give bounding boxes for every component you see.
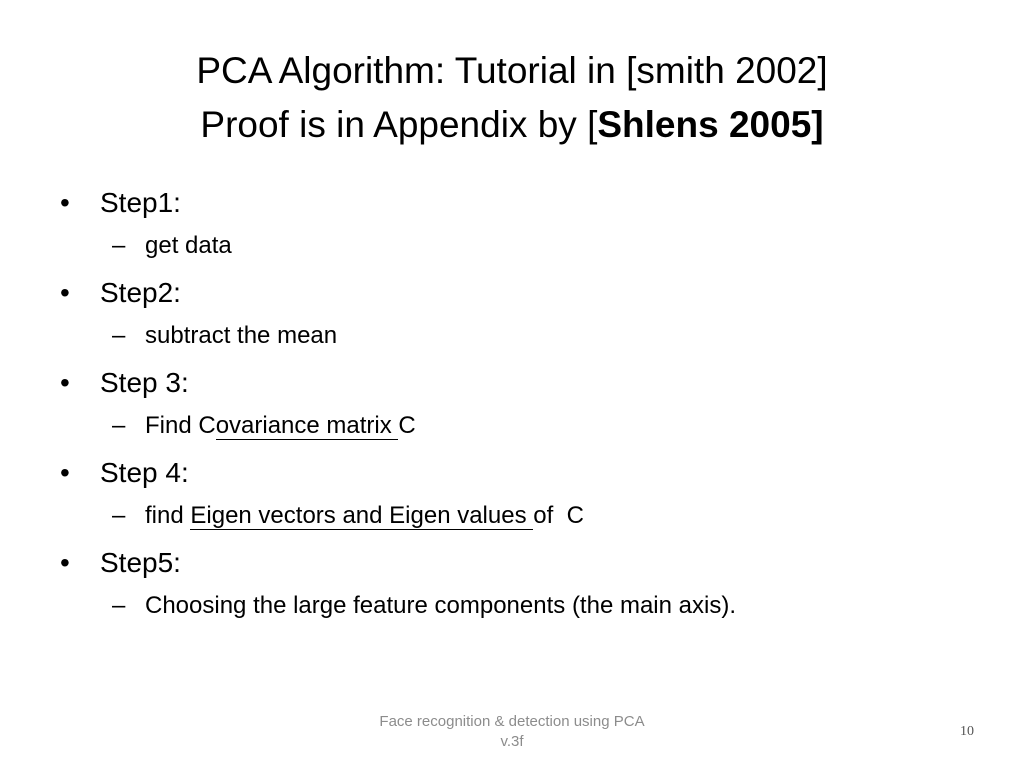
title-line-2 bbox=[60, 98, 964, 152]
step-detail bbox=[112, 409, 416, 443]
title-line-2-text: Proof is in Appendix by [ bbox=[200, 104, 598, 145]
step-detail bbox=[112, 499, 584, 533]
bullet-icon: • bbox=[60, 367, 70, 398]
dash-icon: – bbox=[112, 322, 126, 349]
step-heading bbox=[56, 183, 181, 223]
page-number: 10 bbox=[960, 724, 974, 739]
bullet-icon: • bbox=[60, 547, 70, 578]
step-item bbox=[56, 363, 956, 453]
step-detail bbox=[112, 589, 736, 623]
step-heading bbox=[56, 363, 189, 403]
step-detail-underlined: ovariance matrix bbox=[215, 412, 399, 439]
step-heading-text: Step 3: bbox=[100, 367, 189, 398]
dash-icon: – bbox=[112, 232, 126, 259]
dash-icon: – bbox=[112, 412, 126, 439]
step-heading-text: Step2: bbox=[100, 277, 181, 308]
step-detail-text: Find C bbox=[145, 412, 216, 439]
step-item bbox=[56, 183, 956, 273]
slide-footer bbox=[312, 712, 712, 752]
step-detail-text: subtract the mean bbox=[145, 322, 338, 349]
footer-title: Face recognition & detection using PCA bbox=[379, 713, 645, 730]
dash-icon: – bbox=[112, 502, 126, 529]
dash-icon: – bbox=[112, 592, 126, 619]
bullet-list bbox=[56, 183, 956, 633]
footer-version: v.3f bbox=[500, 733, 524, 750]
step-detail-underlined: Eigen vectors and Eigen values bbox=[190, 502, 534, 529]
step-heading-text: Step5: bbox=[100, 547, 181, 578]
title-line-2-bold: Shlens 2005] bbox=[597, 104, 824, 145]
step-item bbox=[56, 453, 956, 543]
step-heading bbox=[56, 543, 181, 583]
step-detail-text: Choosing the large feature components (the main axis). bbox=[145, 592, 736, 619]
step-heading bbox=[56, 273, 181, 313]
step-item bbox=[56, 543, 956, 633]
step-detail bbox=[112, 319, 337, 353]
step-heading-text: Step 4: bbox=[100, 457, 189, 488]
step-detail-text: find bbox=[145, 502, 191, 529]
step-detail-suffix: of C bbox=[533, 502, 584, 529]
bullet-icon: • bbox=[60, 457, 70, 488]
step-item bbox=[56, 273, 956, 363]
step-detail-text: get data bbox=[145, 232, 232, 259]
step-heading bbox=[56, 453, 189, 493]
title-line-1: PCA Algorithm: Tutorial in [smith 2002] bbox=[196, 50, 828, 91]
step-heading-text: Step1: bbox=[100, 187, 181, 218]
slide-title bbox=[60, 44, 964, 152]
bullet-icon: • bbox=[60, 187, 70, 218]
step-detail-suffix: C bbox=[398, 412, 416, 439]
step-detail bbox=[112, 229, 232, 263]
bullet-icon: • bbox=[60, 277, 70, 308]
